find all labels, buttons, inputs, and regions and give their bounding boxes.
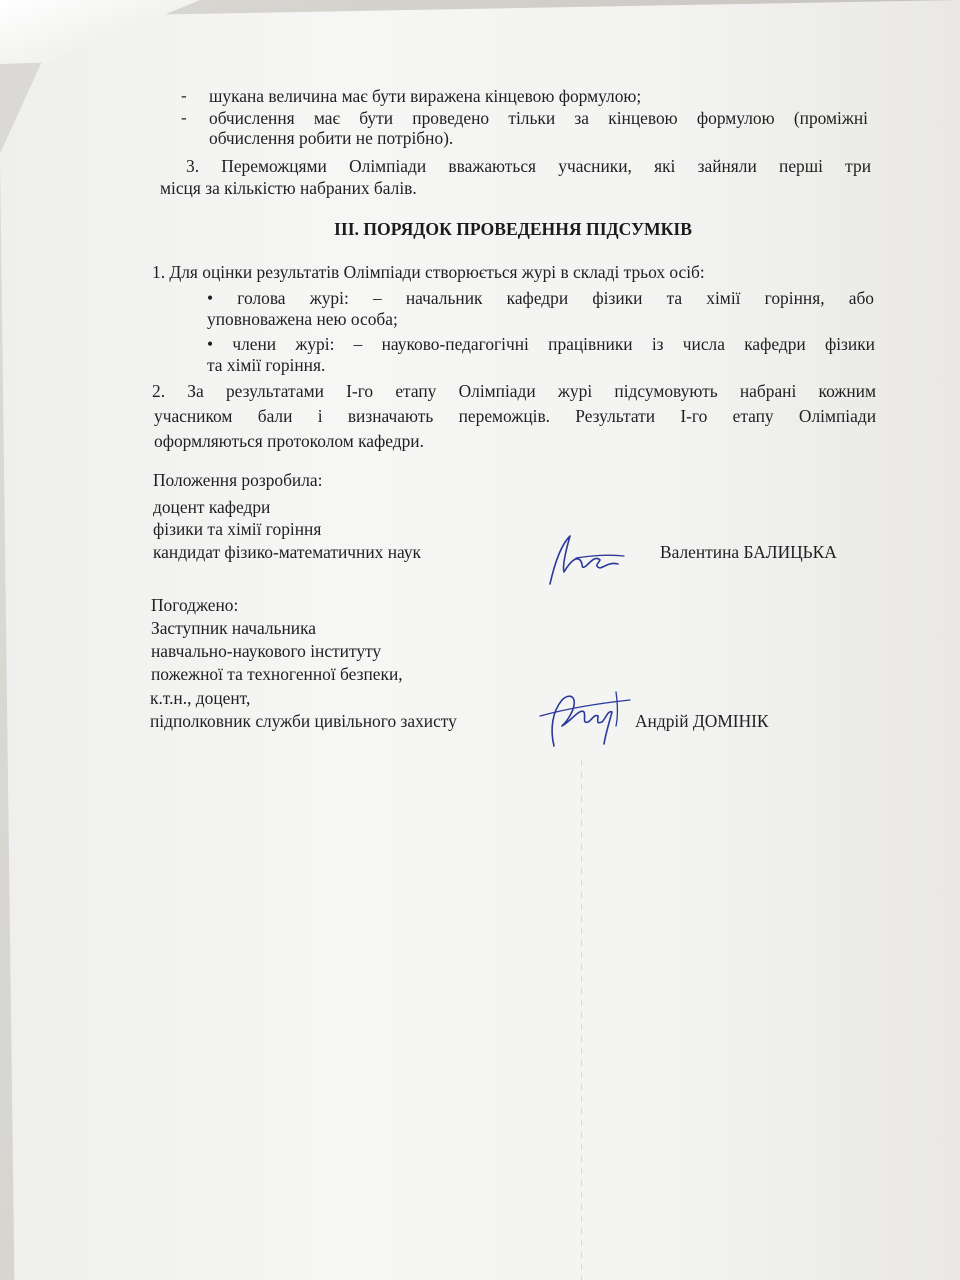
point-1-jury: 1. Для оцінки результатів Олімпіади створюється журі в складі трьох осіб: <box>152 262 705 282</box>
approval-rank: підполковник служби цивільного захисту <box>150 711 457 731</box>
list-dash: - <box>181 108 187 127</box>
list-item-final-formula: шукана величина має бути виражена кінцевою формулою; <box>209 86 642 106</box>
author-position-line1: доцент кафедри <box>153 497 271 517</box>
jury-head-line2: уповноважена нею особа; <box>207 309 398 329</box>
jury-head-line1: • голова журі: – начальник кафедри фізики та хімії горіння, або <box>207 288 874 308</box>
author-position-line2: фізики та хімії горіння <box>153 519 322 539</box>
list-item-calculation-line1: обчислення має бути проведено тільки за кінцевою формулою (проміжні <box>209 108 868 128</box>
point-2-results-line2: учасником бали і визначають переможців. Результати І-го етапу Олімпіади <box>154 406 876 426</box>
approval-intro: Погоджено: <box>151 595 239 615</box>
approval-name: Андрій ДОМІНІК <box>635 711 769 731</box>
point-3-winners-line1: 3. Переможцями Олімпіади вважаються учасники, які зайняли перші три <box>186 156 871 176</box>
author-signature <box>540 526 630 588</box>
list-dash: - <box>181 86 187 105</box>
author-intro: Положення розробила: <box>153 470 323 490</box>
point-2-results-line3: оформляються протоколом кафедри. <box>154 431 424 451</box>
list-item-calculation-line2: обчислення робити не потрібно). <box>209 128 454 148</box>
point-3-winners-line2: місця за кількістю набраних балів. <box>160 178 417 198</box>
approval-position-line3: пожежної та техногенної безпеки, <box>151 664 403 684</box>
author-name: Валентина БАЛИЦЬКА <box>660 542 837 562</box>
approval-position-line1: Заступник начальника <box>151 618 317 638</box>
approval-degree: к.т.н., доцент, <box>150 688 251 708</box>
point-2-results-line1: 2. За результатами І-го етапу Олімпіади журі підсумовують набрані кожним <box>152 381 876 401</box>
author-degree: кандидат фізико-математичних наук <box>153 542 421 562</box>
paper-crease <box>581 760 582 1280</box>
jury-members-line1: • члени журі: – науково-педагогічні працівники із числа кафедри фізики <box>207 334 875 354</box>
approval-position-line2: навчально-наукового інституту <box>151 641 382 661</box>
approval-signature <box>532 686 636 752</box>
section-3-heading: ІІІ. ПОРЯДОК ПРОВЕДЕННЯ ПІДСУМКІВ <box>334 219 692 239</box>
jury-members-line2: та хімії горіння. <box>207 355 326 375</box>
